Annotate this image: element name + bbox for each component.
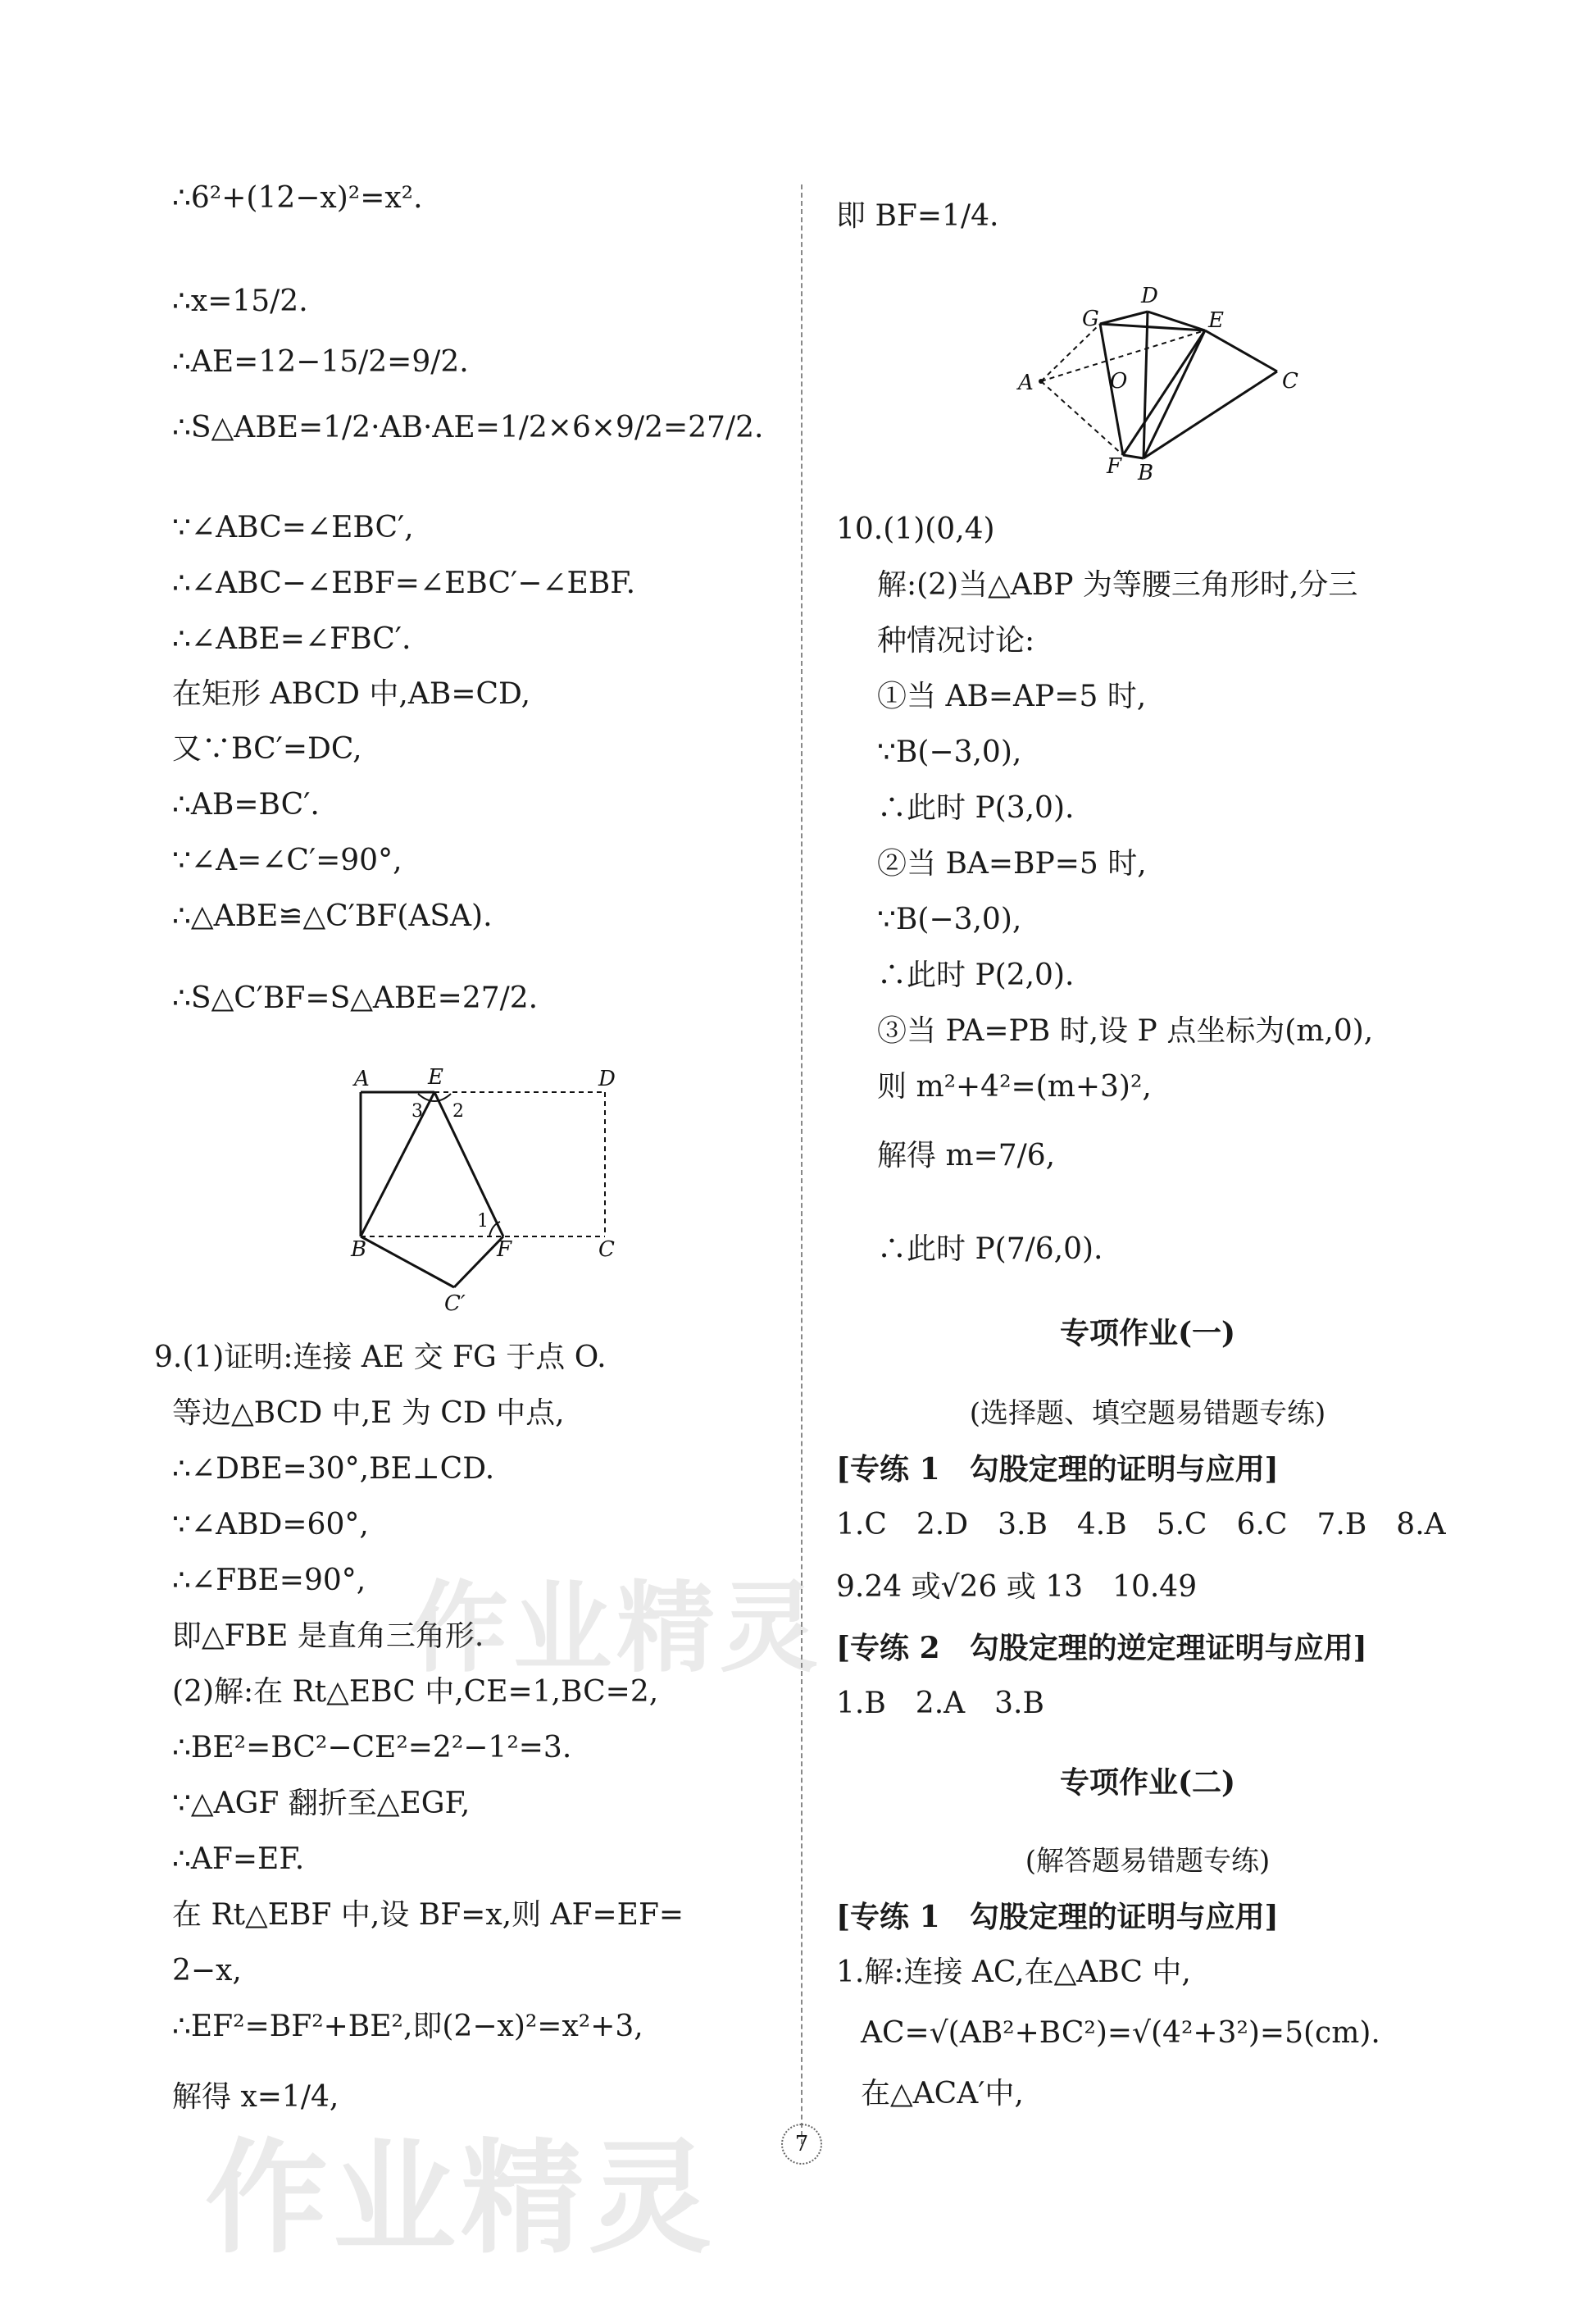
label-O: O — [1110, 369, 1128, 394]
label-F: F — [497, 1237, 512, 1262]
column-divider — [801, 184, 803, 2144]
text-line: 解:(2)当△ABP 为等腰三角形时,分三 — [877, 568, 1358, 602]
label-E: E — [428, 1065, 443, 1090]
text-line: ∴S△ABE=1/2·AB·AE=1/2×6×9/2=27/2. — [172, 411, 764, 444]
text-line: ∵B(−3,0), — [877, 735, 1022, 769]
angle-3: 3 — [412, 1101, 423, 1122]
section-title: 专项作业(二) — [1059, 1765, 1236, 1800]
label-C-prime: C′ — [444, 1291, 466, 1316]
text-line: ∵B(−3,0), — [877, 903, 1022, 936]
angle-1: 1 — [477, 1211, 489, 1232]
text-line: ②当 BA=BP=5 时, — [877, 847, 1147, 881]
answer-line: 9.24 或√26 或 13 10.49 — [836, 1570, 1198, 1604]
text-line: ∴AE=12−15/2=9/2. — [172, 345, 469, 379]
text-line: ∵∠A=∠C′=90°, — [172, 844, 402, 877]
watermark: 作业精灵 — [205, 2128, 717, 2270]
text-line: 1.解:连接 AC,在△ABC 中, — [836, 1956, 1191, 1989]
text-line: ∵∠ABC=∠EBC′, — [172, 511, 414, 544]
text-line: ∴此时 P(3,0). — [877, 791, 1075, 825]
section-subtitle: (解答题易错题专练) — [1025, 1845, 1271, 1878]
triangle-fold-figure — [1000, 283, 1344, 496]
text-line: ∴∠ABE=∠FBC′. — [172, 622, 412, 656]
label-A: A — [1018, 371, 1034, 395]
section-subtitle: (选择题、填空题易错题专练) — [969, 1397, 1326, 1430]
text-line: 在 Rt△EBF 中,设 BF=x,则 AF=EF= — [172, 1898, 684, 1932]
label-B: B — [351, 1237, 367, 1262]
text-line: ∴x=15/2. — [172, 285, 308, 318]
text-line: ∵△AGF 翻折至△EGF, — [172, 1787, 471, 1820]
angle-2: 2 — [452, 1101, 464, 1122]
label-A: A — [354, 1067, 370, 1091]
text-line: 在△ACA′中, — [861, 2077, 1024, 2110]
text-line: ∴BE²=BC²−CE²=2²−1²=3. — [172, 1731, 572, 1764]
text-line: ∴AF=EF. — [172, 1842, 305, 1876]
label-E: E — [1208, 308, 1224, 333]
text-line: ∴∠FBE=90°, — [172, 1564, 366, 1597]
watermark: 作业精灵 — [410, 1572, 823, 1686]
text-line: 10.(1)(0,4) — [836, 512, 995, 546]
text-line: 等边△BCD 中,E 为 CD 中点, — [172, 1396, 565, 1430]
label-D: D — [1141, 284, 1158, 308]
text-line: (2)解:在 Rt△EBC 中,CE=1,BC=2, — [172, 1675, 659, 1709]
label-D: D — [598, 1067, 616, 1091]
text-line: 即 BF=1/4. — [836, 199, 999, 233]
text-line: 即△FBE 是直角三角形. — [172, 1619, 484, 1653]
text-line: ∴∠DBE=30°,BE⊥CD. — [172, 1452, 495, 1486]
label-B: B — [1138, 461, 1154, 485]
text-line: ∴AB=BC′. — [172, 788, 320, 822]
text-line: 解得 x=1/4, — [172, 2080, 339, 2114]
text-line: ∴∠ABC−∠EBF=∠EBC′−∠EBF. — [172, 567, 636, 600]
section-title: 专项作业(一) — [1059, 1316, 1236, 1350]
text-line: 在矩形 ABCD 中,AB=CD, — [172, 677, 531, 711]
label-F: F — [1107, 454, 1122, 479]
exercise-heading: [专练 1 勾股定理的证明与应用] — [836, 1452, 1279, 1487]
text-line: ∴6²+(12−x)²=x². — [172, 181, 423, 215]
text-line: ∴△ABE≌△C′BF(ASA). — [172, 899, 493, 933]
answer-line: 1.C 2.D 3.B 4.B 5.C 6.C 7.B 8.A — [836, 1508, 1446, 1541]
text-line: AC=√(AB²+BC²)=√(4²+3²)=5(cm). — [861, 2016, 1380, 2050]
text-line: ∴EF²=BF²+BE²,即(2−x)²=x²+3, — [172, 2010, 643, 2043]
label-C: C — [1282, 369, 1298, 394]
text-line: 则 m²+4²=(m+3)², — [877, 1070, 1152, 1104]
text-line: ①当 AB=AP=5 时, — [877, 680, 1147, 713]
page-number: 7 — [781, 2124, 822, 2165]
exercise-heading: [专练 2 勾股定理的逆定理证明与应用] — [836, 1631, 1367, 1665]
text-line: ③当 PA=PB 时,设 P 点坐标为(m,0), — [877, 1014, 1374, 1048]
label-G: G — [1082, 307, 1099, 331]
text-line: ∴此时 P(2,0). — [877, 958, 1075, 992]
exercise-heading: [专练 1 勾股定理的证明与应用] — [836, 1900, 1279, 1934]
text-line: 解得 m=7/6, — [877, 1139, 1056, 1172]
text-line: 2−x, — [172, 1954, 242, 1988]
text-line: 又∵BC′=DC, — [172, 732, 362, 766]
text-line: ∴S△C′BF=S△ABE=27/2. — [172, 981, 539, 1015]
text-line: ∴此时 P(7/6,0). — [877, 1232, 1103, 1266]
text-line: 种情况讨论: — [877, 624, 1035, 658]
text-line: ∵∠ABD=60°, — [172, 1508, 369, 1541]
label-C: C — [598, 1237, 615, 1262]
answer-line: 1.B 2.A 3.B — [836, 1687, 1044, 1720]
text-line: 9.(1)证明:连接 AE 交 FG 于点 O. — [154, 1341, 607, 1374]
